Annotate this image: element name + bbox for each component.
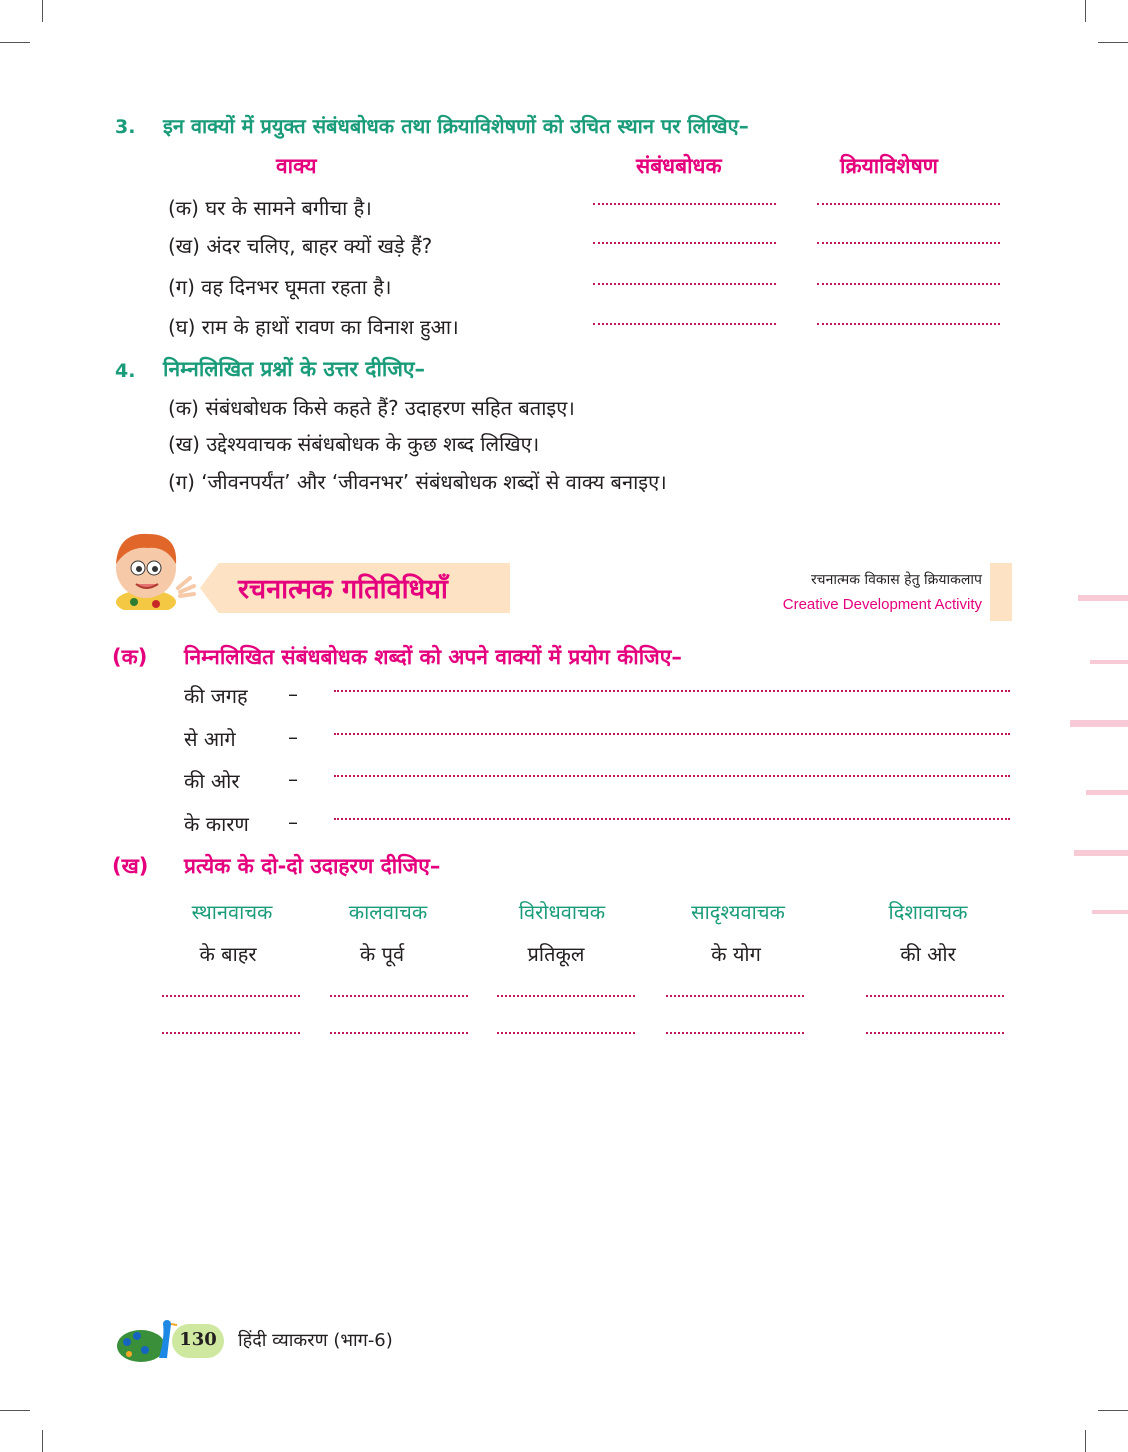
writing-line [334, 818, 1010, 820]
relational-word: के कारण [184, 812, 249, 836]
answer-blank [330, 995, 468, 997]
activity-side-english: Creative Development Activity [782, 596, 982, 613]
column-header-relational: संबंधबोधक [636, 154, 722, 178]
relational-word: की जगह [184, 684, 248, 708]
crop-mark [42, 1430, 43, 1452]
q4-item: (ख) उद्देश्यवाचक संबंधबोधक के कुछ शब्द लिखिए। [168, 432, 540, 456]
answer-blank [817, 203, 1000, 205]
q3-sentence-row: (घ) राम के हाथों रावण का विनाश हुआ। [168, 315, 459, 339]
activity-banner-title: रचनात्मक गतिविधियाँ [238, 574, 448, 605]
category-example: के पूर्व [359, 942, 405, 966]
activity-side-bar [990, 563, 1012, 621]
q3-sentence-row: (ख) अंदर चलिए, बाहर क्यों खड़े हैं? [168, 234, 433, 258]
q3-sentence-row: (क) घर के सामने बगीचा है। [168, 196, 372, 220]
column-header-sentence: वाक्य [276, 154, 317, 178]
question-3-number: 3. [115, 116, 136, 138]
activity-side-hindi: रचनात्मक विकास हेतु क्रियाकलाप [810, 572, 982, 588]
answer-blank [866, 995, 1004, 997]
question-4-number: 4. [115, 360, 136, 382]
answer-blank [817, 242, 1000, 244]
relational-word: से आगे [184, 727, 236, 751]
activity-a-text: निम्नलिखित संबंधबोधक शब्दों को अपने वाक्यों में प्रयोग कीजिए– [184, 645, 682, 669]
q4-item: (क) संबंधबोधक किसे कहते हैं? उदाहरण सहित बताइए। [168, 396, 575, 420]
category-heading: स्थानवाचक [191, 900, 273, 924]
answer-blank [593, 283, 776, 285]
page-edge-decoration [1092, 910, 1128, 914]
question-3-text: इन वाक्यों में प्रयुक्त संबंधबोधक तथा क्रियाविशेषणों को उचित स्थान पर लिखिए– [163, 114, 749, 138]
question-4-text: निम्नलिखित प्रश्नों के उत्तर दीजिए– [163, 357, 426, 381]
crop-mark [1085, 1430, 1086, 1452]
page-edge-decoration [1074, 850, 1128, 856]
dash: – [288, 682, 298, 706]
category-example: के बाहर [199, 942, 257, 966]
answer-blank [497, 995, 635, 997]
answer-blank [817, 283, 1000, 285]
category-heading: सादृश्यवाचक [691, 900, 785, 924]
page-edge-decoration [1090, 660, 1128, 664]
crop-mark [1098, 42, 1128, 43]
answer-blank [162, 1032, 300, 1034]
answer-blank [817, 323, 1000, 325]
category-example: की ओर [900, 942, 956, 966]
answer-blank [593, 242, 776, 244]
activity-b-marker: (ख) [112, 854, 149, 878]
page-number: 130 [179, 1329, 217, 1350]
crop-mark [0, 42, 30, 43]
category-example: के योग [711, 942, 761, 966]
answer-blank [666, 995, 804, 997]
answer-blank [866, 1032, 1004, 1034]
page-edge-decoration [1086, 790, 1128, 795]
category-example: प्रतिकूल [527, 942, 585, 966]
dash: – [288, 810, 298, 834]
crop-mark [0, 1410, 30, 1411]
answer-blank [497, 1032, 635, 1034]
answer-blank [593, 323, 776, 325]
writing-line [334, 690, 1010, 692]
writing-line [334, 775, 1010, 777]
activity-a-marker: (क) [112, 645, 148, 669]
answer-blank [330, 1032, 468, 1034]
crop-mark [1085, 0, 1086, 22]
category-heading: दिशावाचक [888, 900, 968, 924]
q4-item: (ग) ‘जीवनपर्यंत’ और ‘जीवनभर’ संबंधबोधक शब्दों से वाक्य बनाइए। [168, 470, 667, 494]
answer-blank [162, 995, 300, 997]
column-header-adverb: क्रियाविशेषण [840, 154, 938, 178]
writing-line [334, 733, 1010, 735]
crop-mark [42, 0, 43, 22]
category-heading: कालवाचक [348, 900, 428, 924]
page-edge-decoration [1078, 595, 1128, 601]
dash: – [288, 767, 298, 791]
relational-word: की ओर [184, 769, 240, 793]
boy-mascot-illustration [108, 530, 208, 610]
category-heading: विरोधवाचक [518, 900, 606, 924]
answer-blank [666, 1032, 804, 1034]
page-edge-decoration [1070, 720, 1128, 727]
crop-mark [1098, 1410, 1128, 1411]
activity-b-text: प्रत्येक के दो-दो उदाहरण दीजिए– [184, 854, 441, 878]
book-title: हिंदी व्याकरण (भाग-6) [238, 1330, 393, 1351]
dash: – [288, 725, 298, 749]
answer-blank [593, 203, 776, 205]
q3-sentence-row: (ग) वह दिनभर घूमता रहता है। [168, 275, 392, 299]
